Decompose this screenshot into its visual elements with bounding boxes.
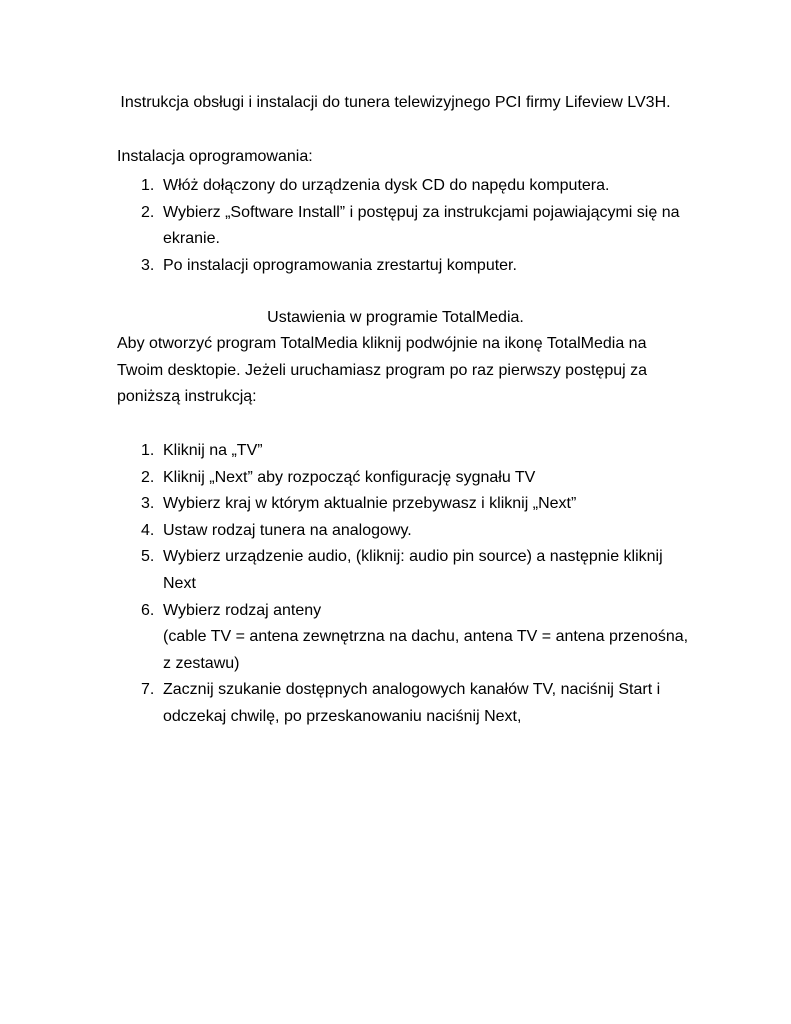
document-title: Instrukcja obsługi i instalacji do tunera telewizyjnego PCI firmy Lifeview LV3H. (120, 94, 671, 111)
list-item-text: Po instalacji oprogramowania zrestartuj komputer. (163, 256, 517, 274)
list-item-text: ekranie. (163, 230, 220, 248)
list-item-text: Kliknij na „TV” (163, 442, 263, 459)
list-item (117, 253, 697, 280)
list-item (117, 438, 697, 465)
list-item-number: 6. (141, 601, 155, 619)
intro-line: Aby otworzyć program TotalMedia kliknij podwójnie na ikonę TotalMedia na (117, 335, 647, 352)
totalmedia-intro (117, 331, 677, 411)
list-item-number: 3. (141, 256, 155, 274)
list-item (117, 598, 697, 678)
list-item-number: 2. (141, 468, 155, 486)
intro-line: Twoim desktopie. Jeżeli uruchamiasz program po raz pierwszy postępuj za (117, 361, 648, 379)
list-item-number: 1. (141, 442, 155, 459)
list-item-text: (cable TV = antena zewnętrzna na dachu, antena TV = antena przenośna, (163, 628, 689, 646)
list-item-text: Wybierz kraj w którym aktualnie przebywasz i kliknij „Next” (163, 495, 577, 513)
list-item-text: Włóż dołączony do urządzenia dysk CD do napędu komputera. (163, 177, 610, 194)
list-item-number: 4. (141, 521, 155, 539)
list-item-text: Zacznij szukanie dostępnych analogowych kanałów TV, naciśnij Start i (163, 681, 661, 699)
list-item-number: 2. (141, 203, 155, 221)
list-item (117, 200, 697, 253)
totalmedia-steps-list (117, 438, 697, 731)
list-item-text: Kliknij „Next” aby rozpocząć konfigurację sygnału TV (163, 468, 536, 486)
list-item-text: Wybierz urządzenie audio, (kliknij: audio pin source) a następnie kliknij (163, 548, 663, 566)
list-item (117, 465, 697, 492)
list-item-text: Wybierz „Software Install” i postępuj za instrukcjami pojawiającymi się na (163, 203, 680, 221)
list-item-number: 5. (141, 548, 155, 566)
list-item-number: 1. (141, 177, 155, 194)
list-item-text: Wybierz rodzaj anteny (163, 601, 322, 619)
list-item-number: 3. (141, 495, 155, 513)
list-item (117, 518, 697, 545)
list-item-text: odczekaj chwilę, po przeskanowaniu naciśnij Next, (163, 707, 522, 725)
totalmedia-heading: Ustawienia w programie TotalMedia. (267, 309, 524, 326)
list-item (117, 677, 697, 730)
install-heading: Instalacja oprogramowania: (117, 148, 313, 165)
list-item-text: Ustaw rodzaj tunera na analogowy. (163, 521, 412, 539)
list-item-text: Next (163, 574, 196, 592)
intro-line: poniższą instrukcją: (117, 388, 257, 406)
install-steps-list (117, 173, 697, 279)
list-item (117, 173, 697, 200)
list-item-text: z zestawu) (163, 654, 240, 672)
list-item-number: 7. (141, 681, 155, 699)
list-item (117, 544, 697, 597)
list-item (117, 491, 697, 518)
